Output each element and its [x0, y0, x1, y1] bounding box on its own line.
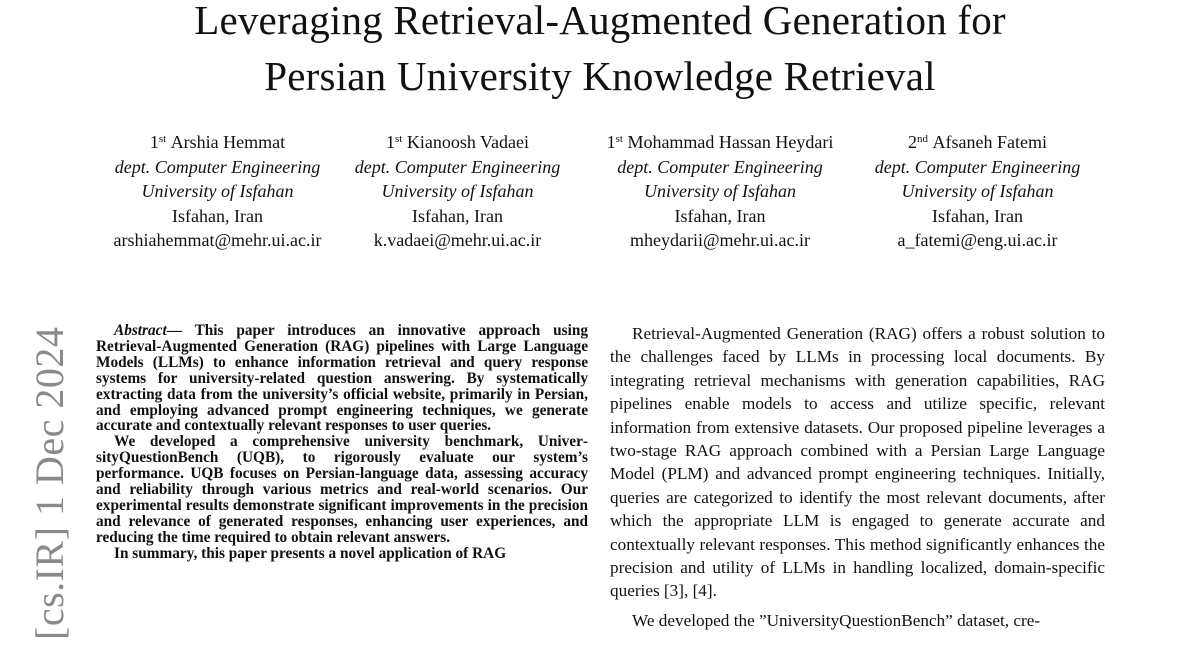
paper-title — [0, 0, 1200, 104]
author-department: dept. Computer Engineering — [617, 156, 823, 177]
body-paragraph: Retrieval-Augmented Generation (RAG) offers a robust solution to the challenges faced by LLMs in processing local documents. By integrating retrieval mechanisms with generation capabilities, RAG pipelines enable models to access and utilize specific, relevant information from extensive datasets. Our proposed pipeline leverages a two-stage RAG approach combined with a Persian Large Language Model (PLM) and advanced prompt engineering techniques. Initially, queries are categorized to identify the most relevant documents, after which the appropriate LLM is engaged to generate accurate and contextually relevant responses. This method significantly enhances the precision and utility of LLMs in handling localized, domain-specific queries [3], [4]. — [610, 324, 1105, 601]
author-4 — [855, 130, 1100, 253]
author-name-line — [95, 130, 340, 155]
author-location: Isfahan, Iran — [674, 205, 766, 226]
abstract-label: Abstract — [114, 322, 167, 339]
author-department: dept. Computer Engineering — [354, 156, 561, 177]
author-name-line — [855, 130, 1100, 155]
author-2 — [335, 130, 580, 253]
author-location: Isfahan, Iran — [412, 205, 503, 226]
author-university: University of Isfahan — [381, 181, 534, 201]
author-university: University of Isfahan — [141, 181, 294, 201]
author-name: Arshia Hemmat — [170, 132, 286, 152]
arxiv-stamp: [cs.IR] 1 Dec 2024 — [27, 326, 72, 640]
author-email: mheydarii@mehr.ui.ac.ir — [629, 230, 811, 250]
abstract-paragraph: We developed a comprehensive university benchmark, UniversityQuestionBench (UQB), to rigorously evaluate our system’s performance. UQB focuses on Persian-language data, assessing accuracy and reliability through various metrics and real-world scenarios. Our experimental results demonstrate significant improvements in the precision and relevance of generated responses, enhancing user experiences, and reducing the time required to obtain relevant answers. — [96, 433, 588, 546]
author-ordinal-suffix: nd — [917, 133, 929, 145]
author-1 — [95, 130, 340, 253]
author-ordinal: 1 — [149, 132, 159, 152]
author-ordinal-suffix: st — [395, 133, 403, 145]
author-location: Isfahan, Iran — [932, 205, 1023, 226]
author-ordinal: 2 — [908, 132, 918, 152]
paper-title-line-1: Leveraging Retrieval-Augmented Generation for — [194, 0, 1006, 43]
abstract-text: — This paper introduces an innovative approach using Retrieval-Augmented Generation (RAG) pipelines with Large Language Models (LLMs) to enhance information retrieval and query response systems for university-related question answering. By systematically extracting data from the university’s official website, primarily in Persian, and employing advanced prompt engineering techniques, we generate accurate and contextually relevant responses to user queries. — [96, 322, 588, 435]
author-3 — [575, 130, 865, 253]
abstract-section — [96, 323, 588, 562]
author-name: Afsaneh Fatemi — [932, 132, 1047, 152]
author-email: arshiahemmat@mehr.ui.ac.ir — [113, 230, 322, 250]
author-ordinal-suffix: st — [158, 133, 167, 145]
body-column — [610, 322, 1105, 638]
author-name: Mohammad Hassan Heydari — [627, 132, 834, 152]
author-name: Kianoosh Vadaei — [406, 132, 529, 152]
author-ordinal-suffix: st — [615, 133, 623, 145]
abstract-paragraph: In summary, this paper presents a novel application of RAG — [114, 544, 507, 562]
author-university: University of Isfahan — [644, 181, 796, 201]
author-university: University of Isfahan — [901, 181, 1054, 201]
author-ordinal: 1 — [386, 132, 395, 152]
author-location: Isfahan, Iran — [172, 205, 263, 226]
paper-title-line-2: Persian University Knowledge Retrieval — [264, 53, 936, 99]
abstract-paragraph — [96, 323, 588, 434]
author-name-line — [575, 130, 865, 155]
author-email: a_fatemi@eng.ui.ac.ir — [897, 230, 1058, 250]
author-name-line — [335, 130, 580, 155]
body-paragraph: We developed the ”UniversityQuestionBench” dataset, cre- — [632, 610, 1041, 630]
author-block — [0, 130, 1200, 260]
author-department: dept. Computer Engineering — [874, 156, 1081, 177]
author-ordinal: 1 — [606, 132, 616, 152]
author-department: dept. Computer Engineering — [114, 156, 321, 177]
author-email: k.vadaei@mehr.ui.ac.ir — [373, 230, 542, 250]
